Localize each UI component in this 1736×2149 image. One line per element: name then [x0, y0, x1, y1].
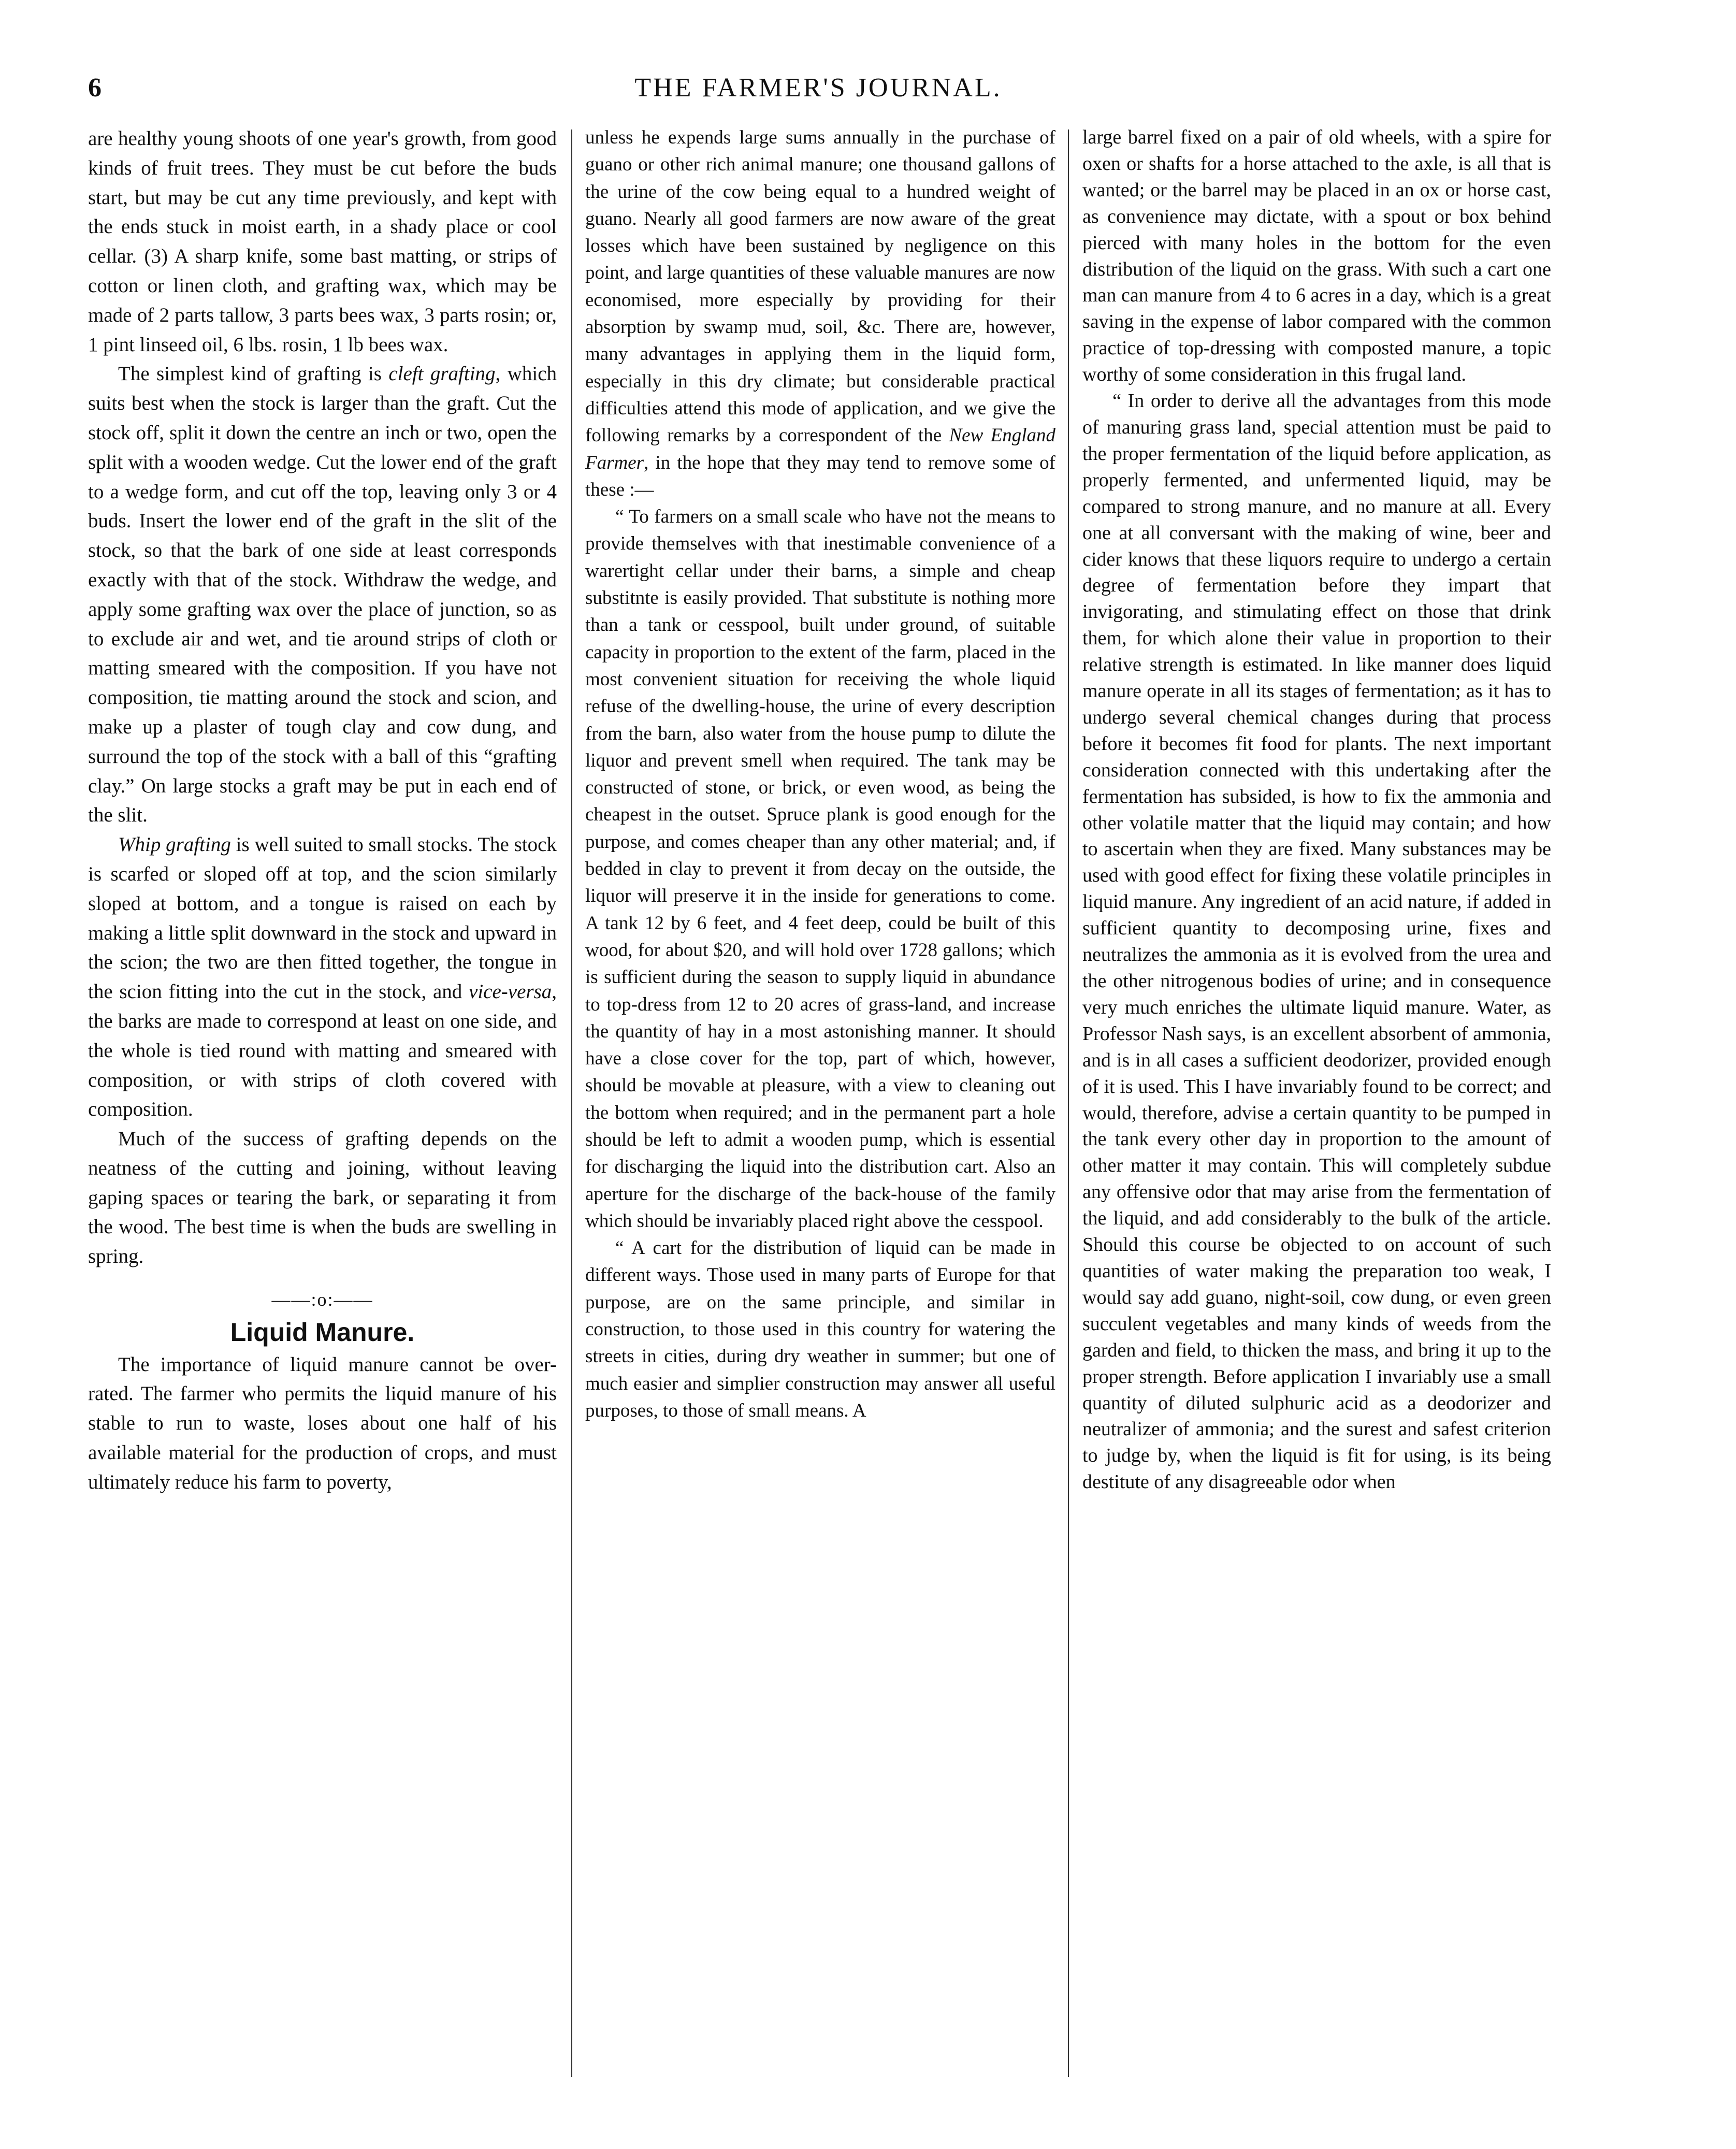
paragraph: [585, 124, 1055, 503]
paragraph: “ A cart for the distribution of liquid can be made in different ways. Those used in many parts of Europe for that purpose, are on the same principle, and similar in construction, to those used in this country for watering the streets in cities, during dry weather in summer; but one of much easier and simplier construction may answer all useful purposes, to those of small means. A: [585, 1237, 1055, 1421]
italic-term: Whip grafting: [118, 833, 231, 856]
text-run: The simplest kind of grafting is: [118, 363, 389, 385]
column-divider: [571, 129, 572, 2077]
italic-term: cleft grafting: [388, 363, 496, 385]
paragraph: The importance of liquid manure cannot be over-rated. The farmer who permits the liquid manure of his stable to run to waste, loses about one half of his available material for the production of crops, and must ultimately reduce his farm to poverty,: [88, 1353, 557, 1493]
paragraph: Much of the success of grafting depends on the neatness of the cutting and joining, without leaving gaping spaces or tearing the bark, or separating it from the wood. The best time is when the buds are swelling in spring.: [88, 1128, 557, 1268]
paragraph: are healthy young shoots of one year's growth, from good kinds of fruit trees. They must be cut before the buds start, but may be cut any time previously, and kept with the ends stuck in moist earth, in a shady place or cool cellar. (3) A sharp knife, some bast matting, or strips of cotton or linen cloth, and grafting wax, which may be made of 2 parts tallow, 3 parts bees wax, 3 parts rosin; or, 1 pint linseed oil, 6 lbs. rosin, 1 lb bees wax.: [88, 127, 557, 356]
page-header: [88, 73, 1549, 109]
text-run: , in the hope that they may tend to remove some of these :—: [585, 452, 1055, 500]
text-run: unless he expends large sums annually in the purchase of guano or other rich animal manure; one thousand gallons of the urine of the cow being equal to a hundred weight of guano. Nearly all good farmers are now aware of the great losses which have been sustained by negligence on this point, and large quantities of these valuable manures are now economised, more especially by providing for their absorption by swamp mud, soil, &c. There are, however, many advantages in applying them in the liquid form, especially in this dry climate; but considerable practical difficulties attend this mode of application, and we give the following remarks by a correspondent of the: [585, 127, 1055, 446]
paragraph: [88, 830, 557, 1124]
italic-term: vice-versa: [469, 980, 552, 1003]
section-separator: ——:o:——: [271, 1289, 373, 1310]
section-heading: Liquid Manure.: [230, 1317, 415, 1347]
paragraph: “ In order to derive all the advantages from this mode of manuring grass land, special attention must be paid to the proper fermentation of the liquid before application, as properly fermented, and unfermented liquid, may be compared to strong manure, and no manure at all. Every one at all conversant with the making of wine, beer and cider knows that these liquors require to undergo a certain degree of fermentation before they impart that invigorating, and stimulating effect on those that drink them, for which alone their value in proportion to their relative strength is estimated. In like manner does liquid manure operate in all its stages of fermentation; as it has to undergo several chemical changes during that process before it becomes fit food for plants. The next important consideration connected with this undertaking after the fermentation has subsided, is how to fix the ammonia and other volatile matter that the liquid may contain; and how to ascertain when they are fixed. Many substances may be used with good effect for fixing these volatile principles in liquid manure. Any ingredient of an acid nature, if added in sufficient quantity to decomposing urine, fixes and neutralizes the ammonia as it is evolved from the urea and the other nitrogenous bodies of urine; and in consequence very much enriches the ultimate liquid manure. Water, as Professor Nash says, is an excellent absorbent of ammonia, and is in all cases a sufficient deodorizer, provided enough of it is used. This I have invariably found to be correct; and would, therefore, advise a certain quantity to be pumped in the tank every other day in proportion to the amount of other matter it may contain. This will completely subdue any offensive odor that may arise from the fermentation of the liquid, and add considerably to the bulk of the article. Should this course be objected to on account of such quantities of water making the preparation too weak, I would say add guano, night-soil, cow dung, or even green succulent vegetables and many kinds of weeds from the garden and field, to thicken the mass, and bring it up to the proper strength. Before application I invariably use a small quantity of diluted sulphuric acid as a deodorizer and neutralizer of ammonia; and the surest and safest criterion to judge by, when the liquid is fit for using, is its being destitute of any disagreeable odor when: [1082, 390, 1551, 1493]
italic-title: New England Farmer: [585, 425, 1055, 473]
text-run: , the barks are made to correspond at least on one side, and the whole is tied round with matting and smeared with composition, or with strips of cloth covered with composition.: [88, 980, 557, 1121]
text-run: is well suited to small stocks. The stock is scarfed or sloped off at top, and the scion similarly sloped at bottom, and a tongue is raised on each by making a little split downward in the stock and upward in the scion; the two are then fitted together, the tongue in the scion fitting into the cut in the stock, and: [88, 833, 557, 1003]
paragraph: “ To farmers on a small scale who have not the means to provide themselves with that inestimable convenience of a warertight cellar under their barns, a simple and cheap substitnte is easily provided. That substitute is nothing more than a tank or cesspool, built under ground, of suitable capacity in proportion to the extent of the farm, placed in the most convenient situation for receiving the whole liquid refuse of the dwelling-house, the urine of every description from the barn, also water from the house pump to dilute the liquor and prevent smell when required. The tank may be constructed of stone, or brick, or even wood, as being the cheapest in the outset. Spruce plank is good enough for the purpose, and comes cheaper than any other material; and, if bedded in clay to prevent it from decay on the outside, the liquor will preserve it in the inside for generations to come. A tank 12 by 6 feet, and 4 feet deep, could be built of this wood, for about $20, and will hold over 1728 gallons; which is sufficient during the season to supply liquid in abundance to top-dress from 12 to 20 acres of grass-land, and increase the quantity of hay in a most astonishing manner. It should have a close cover for the top, part of which, however, should be movable at pleasure, with a view to cleaning out the bottom when required; and in the permanent part a hole should be left to admit a wooden pump, which is essential for discharging the liquid into the distribution cart. Also an aperture for the discharge of the back-house of the family which should be invariably placed right above the cesspool.: [585, 506, 1055, 1232]
paragraph: large barrel fixed on a pair of old wheels, with a spire for oxen or shafts for a horse attached to the axle, is all that is wanted; or the barrel may be placed in an ox or horse cast, as convenience may dictate, with a spout or box behind pierced with many holes in the bottom for the even distribution of the liquid on the grass. With such a cart one man can manure from 4 to 6 acres in a day, which is a great saving in the expense of labor compared with the common practice of top-dressing with composted manure, a topic worthy of some consideration in this frugal land.: [1082, 126, 1551, 386]
column-2: [585, 124, 1055, 1424]
column-divider: [1068, 129, 1069, 2077]
text-run: , which suits best when the stock is larger than the graft. Cut the stock off, split it down the centre an inch or two, open the split with a wooden wedge. Cut the lower end of the graft to a wedge form, and cut off the top, leaving only 3 or 4 buds. Insert the lower end of the graft in the slit of the stock, so that the bark of one side at least corresponds exactly with that of the stock. Withdraw the wedge, and apply some grafting wax over the place of junction, so as to exclude air and wet, and tie around strips of cloth or matting smeared with the composition. If you have not composition, tie matting around the stock and scion, and make up a plaster of tough clay and cow dung, and surround the top of the stock with a ball of this “grafting clay.” On large stocks a graft may be put in each end of the slit.: [88, 363, 557, 827]
page-number: 6: [88, 73, 102, 103]
paragraph: [88, 359, 557, 830]
running-head: THE FARMER'S JOURNAL.: [634, 73, 1002, 103]
column-1: [88, 124, 557, 1497]
column-3: [1082, 124, 1551, 1495]
